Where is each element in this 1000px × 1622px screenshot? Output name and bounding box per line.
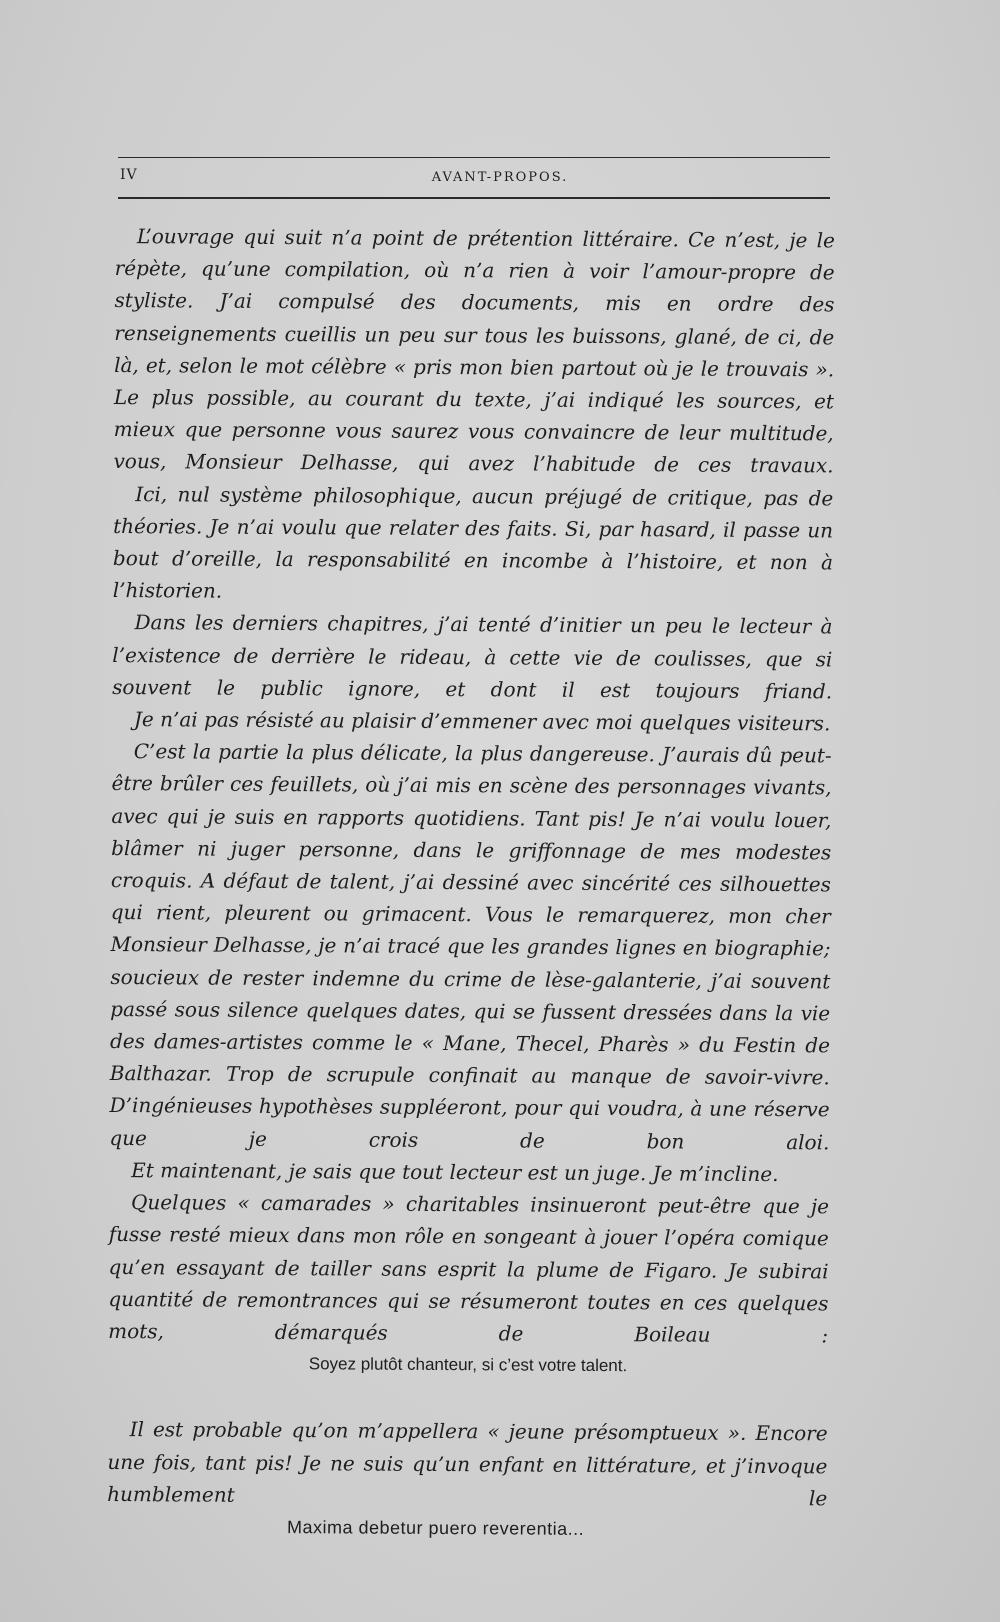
running-title: AVANT-PROPOS. — [431, 170, 569, 185]
paragraph: Ici, nul système philosophique, aucun préjugé de critique, pas de théories. Je n’ai voulu que relater des faits. Si, par hasard, il passe un bout d’oreille, la responsabilité en incombe à l’histoire, et non à l’historien. — [112, 481, 834, 603]
paragraph: L’ouvrage qui suit n’a point de prétention littéraire. Ce n’est, je le répète, qu’une compilation, où n’a rien à voir l’amour-propre de styliste. J’ai compulsé des documents, mis en ordre des renseignements cueillis un peu sur tous les buissons, glané, de ci, de là, et, selon le mot célèbre « pris mon bien partout où je le trouvais ». Le plus possible, au courant du texte, j’ai indiqué les sources, et mieux que personne vous saurez vous convaincre de leur multitude, vous, Monsieur Delhasse, qui avez l’habitude de ces travaux. — [113, 224, 835, 478]
paragraph: Et maintenant, je sais que tout lecteur est un juge. Je m’incline. — [131, 1158, 779, 1186]
closing-paragraph: Il est probable qu’on m’appellera « jeune présomptueux ». Encore une fois, tant pis! Je ne suis qu’un enfant en littérature, et j’invoque humblement le — [107, 1417, 828, 1511]
paragraph: Je n’ai pas résisté au plaisir d’emmener avec moi quelques visiteurs. — [133, 707, 831, 736]
paragraph: Quelques « camarades » charitables insinueront peut-être que je fusse resté mieux dans mon rôle en songeant à jouer l’opéra comique qu’en essayant de tailler sans esprit la plume de Figaro. Je subirai quantité de remontrances qui se résumeront toutes en ces quelques mots, démarqués de Boileau : — [108, 1190, 830, 1348]
quotation: Soyez plutôt chanteur, si c’est votre talent. — [308, 1354, 628, 1376]
paragraph: C’est la partie la plus délicate, la plus dangereuse. J’aurais dû peut-être brûler ces feuillets, où j’ai mis en scène des personnages vivants, avec qui je suis en rapports quotidiens. Tant pis! Je n’ai voulu louer, blâmer ni juger personne, dans le griffonnage de mes modestes croquis. A défaut de talent, j’ai dessiné avec sincérité ces silhouettes qui rient, pleurent ou grimacent. Vous le remarquerez, mon cher Monsieur Delhasse, je n’ai tracé que les grandes lignes en biographie; soucieux de rester indemne du crime de lèse-galanterie, j’ai souvent passé sous silence quelques dates, qui se fussent dressées dans la vie des dames-artistes comme le « Mane, Thecel, Pharès » du Festin de Balthazar. Trop de scrupule confinait au manque de savoir-vivre. D’ingénieuses hypothèses suppléeront, pour qui voudra, à une réserve que je crois de bon aloi. — [109, 739, 832, 1155]
paragraph: Dans les derniers chapitres, j’ai tenté d’initier un peu le lecteur à l’existence de derrière le rideau, à cette vie de coulisses, que si souvent le public ignore, et dont il est toujours friand. — [112, 610, 833, 704]
header-rule-top — [118, 157, 830, 158]
page-number: IV — [120, 167, 138, 183]
body-text — [107, 220, 835, 1546]
latin-motto: Maxima debetur puero reverentia... — [286, 1516, 585, 1539]
header-rule-bottom — [118, 197, 830, 199]
